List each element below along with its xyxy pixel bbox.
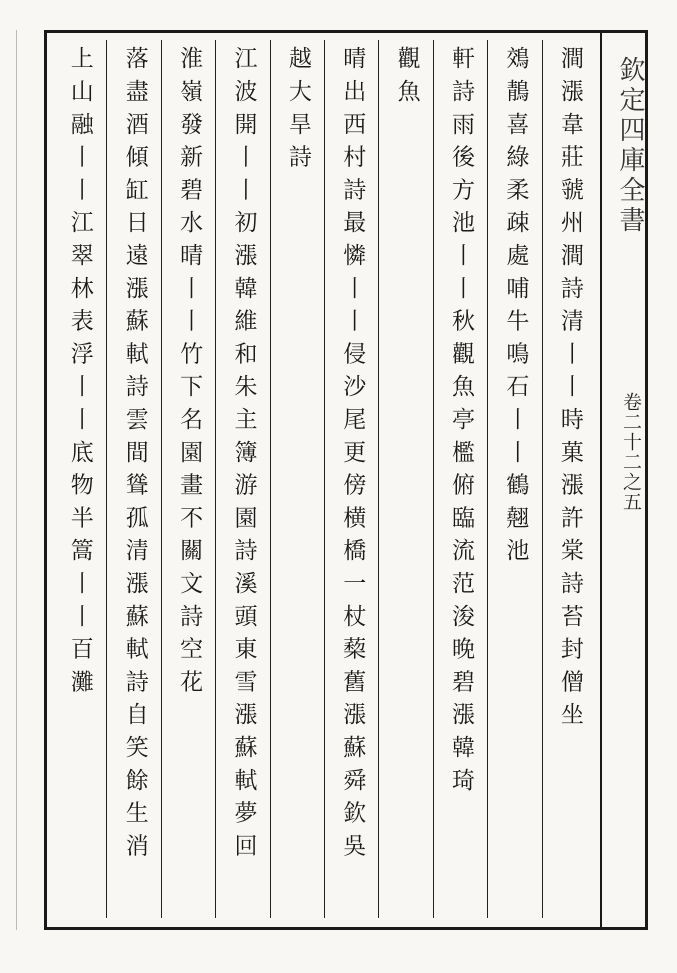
text-column — [106, 40, 160, 918]
column-text: 澗漲韋莊虢州澗詩清丨丨時菓漲許棠詩苔封僧坐 — [556, 46, 583, 735]
column-text: 軒詩雨後方池丨丨秋觀魚亭檻俯臨流范浚晚碧漲韓琦 — [448, 46, 475, 801]
margin-volume: 卷二十二之五 — [620, 392, 642, 512]
column-text: 淮嶺發新碧水晴丨丨竹下名園畫不關文詩空花 — [176, 46, 203, 702]
text-column — [270, 40, 324, 918]
text-column — [433, 40, 487, 918]
text-columns — [52, 40, 596, 918]
column-text: 越大旱詩 — [284, 46, 311, 178]
column-text: 上山融丨丨江翠林表浮丨丨底物半篙丨丨百灘 — [66, 46, 93, 702]
column-text: 晴出西村詩最憐丨丨侵沙尾更傍横橋一杖蔾舊漲蘇舜欽吳 — [339, 46, 366, 866]
text-column — [487, 40, 541, 918]
text-column — [378, 40, 432, 918]
column-text: 江波開丨丨初漲韓維和朱主簿游園詩溪頭東雪漲蘇軾夢回 — [230, 46, 257, 866]
margin-title: 欽定四庫全書 — [615, 56, 645, 236]
text-column — [542, 40, 596, 918]
column-text: 觀魚 — [393, 46, 420, 112]
column-text: 鵁鶄喜綠柔疎處哺牛鳴石丨丨鶴翹池 — [502, 46, 529, 571]
text-column — [161, 40, 215, 918]
text-column — [324, 40, 378, 918]
text-column — [52, 40, 106, 918]
column-text: 落盡酒傾缸日遠漲蘇軾詩雲間聳孤清漲蘇軾詩自笑餘生消 — [121, 46, 148, 866]
text-column — [215, 40, 269, 918]
page-edge — [16, 30, 17, 930]
